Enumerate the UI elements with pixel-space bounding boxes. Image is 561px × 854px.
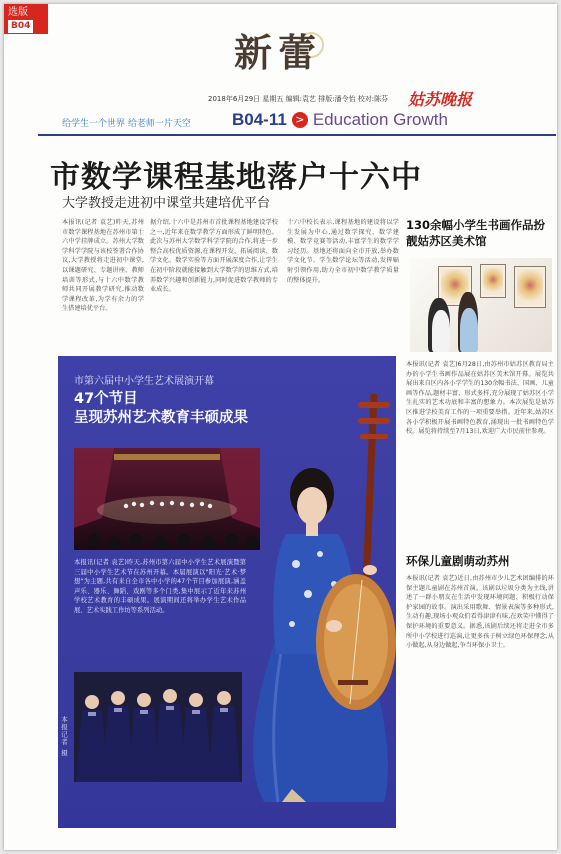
lead-article-column-2: 据介绍,十六中是苏州市首批课程基地建设学校之一,近年来在数学教学方面形成了鲜明特色。此次与苏州大学数学科学学院的合作,将进一步整合高校优质资源,在课程开发、拓展阅读、数学文化、数学实验等方面开展深度合作,让学生在初中阶段就能接触到大学数学的思维方式,培养数学兴趣和创新能力,同时促进数学教师的专业成长。 (150, 219, 278, 294)
arrow-right-icon: > (292, 112, 308, 128)
side-story-1-body: 本报讯(记者 袁艺)6月28日,由苏州市姑苏区教育局主办的小学生书画作品展在姑苏区美术馆开幕。展览共展出来自区内各小学学生的130余幅书法、国画、儿童画等作品,题材丰富、形式多样,充分展现了姑苏区小学生扎实的艺术功底和丰富的想象力。本次展览是姑苏区推进学校美育工作的一项重要举措。近年来,姑苏区各小学积极开展书画特色教育,涌现出一批书画特色学校。展览将持续至7月13日,欢迎广大市民前往参观。 (406, 361, 554, 436)
choir-photo (74, 672, 242, 782)
stage-performance-illustration (74, 448, 260, 550)
newspaper-page (4, 4, 557, 850)
edition-tag-label: 选版 (8, 7, 28, 18)
section-slogan: 给学生一个世界 给老师一片天空 (62, 119, 191, 129)
section-name: Education Growth (312, 110, 448, 129)
newspaper-logo: 姑苏晚报 (408, 90, 473, 109)
feature-title-line-1: 47个节目 (74, 391, 138, 407)
exhibition-photo (410, 258, 552, 352)
visitor-figure (432, 310, 450, 352)
dateline: 2018年6月29日 星期五 编辑:袁艺 排版:潘令怡 校对:陈芬 (208, 95, 389, 103)
feature-title (74, 390, 248, 428)
edition-tag[interactable] (4, 4, 48, 34)
artwork-frame (514, 266, 546, 308)
lead-article-column-1: 本报讯(记者 袁艺)昨天,苏州市数学课程基地在苏州市第十六中学挂牌成立。苏州大学数学科学学院与该校签署合作协议,大学教授将走进初中课堂,以课题研究、专题讲座、教师培训等形式,与十六中数学教师共同开展教学研究,推动数学课程改革,为学有余力的学生搭建培优平台。 (62, 219, 144, 313)
page-code: B04-11 (232, 110, 287, 129)
lead-article-column-3: 十六中校长表示,课程基地的建设将以学生发展为中心,通过数学探究、数学建模、数学竞赛等活动,丰富学生的数学学习经历。基地还将面向全市开放,举办数学文化节、学生数学论坛等活动,发挥辐射引领作用,助力全市初中数学教学质量的整体提升。 (287, 219, 399, 284)
side-story-1-headline: 130余幅小学生书画作品扮靓姑苏区美术馆 (406, 218, 546, 248)
lead-subheadline: 大学教授走进初中课堂共建培优平台 (62, 196, 271, 211)
header-divider (38, 134, 556, 136)
side-story-2-body: 本报讯(记者 袁艺)近日,由苏州市少儿艺术团编排的环保主题儿童剧在苏州首演。该剧以垃圾分类为主线,讲述了一群小朋友在生活中发现环境问题、积极行动保护家园的故事。演出采用歌舞、情景表演等多种形式,生动有趣,现场小观众们看得津津有味,在欢笑中懂得了保护环境的重要意义。据悉,该剧后续还将走进全市多所中小学校进行巡演,让更多孩子树立绿色环保理念,从小做起,从身边做起,争当环保小卫士。 (406, 575, 554, 650)
feature-article-text: 本报讯(记者 袁艺)昨天,苏州市第六届中小学生艺术展演暨第三届中小学生艺术节在苏州开幕。本届展演以"阳光·艺术·梦想"为主题,共有来自全市各中小学的47个节目参加展演,涵盖声乐、器乐、舞蹈、戏剧等多个门类,集中展示了近年来苏州学校艺术教育的丰硕成果。展演期间还将举办学生艺术作品展、艺术实践工作坊等系列活动。 (74, 559, 246, 614)
section-band (232, 109, 448, 131)
side-story-2-headline: 环保儿童剧萌动苏州 (406, 554, 510, 568)
feature-kicker: 市第六届中小学生艺术展演开幕 (74, 376, 214, 387)
choir-illustration (74, 672, 242, 782)
artwork-frame (480, 264, 506, 298)
visitor-figure (460, 308, 478, 352)
photo-credit: 本报记者 摄 (60, 716, 68, 757)
edition-page-badge: B04 (8, 20, 33, 33)
pipa-player-photo (234, 384, 406, 804)
masthead-title: 新蕾 (234, 30, 323, 75)
concert-photo (74, 448, 260, 550)
feature-title-line-2: 呈现苏州艺术教育丰硕成果 (74, 410, 248, 426)
lead-headline: 市数学课程基地落户十六中 (50, 160, 422, 195)
